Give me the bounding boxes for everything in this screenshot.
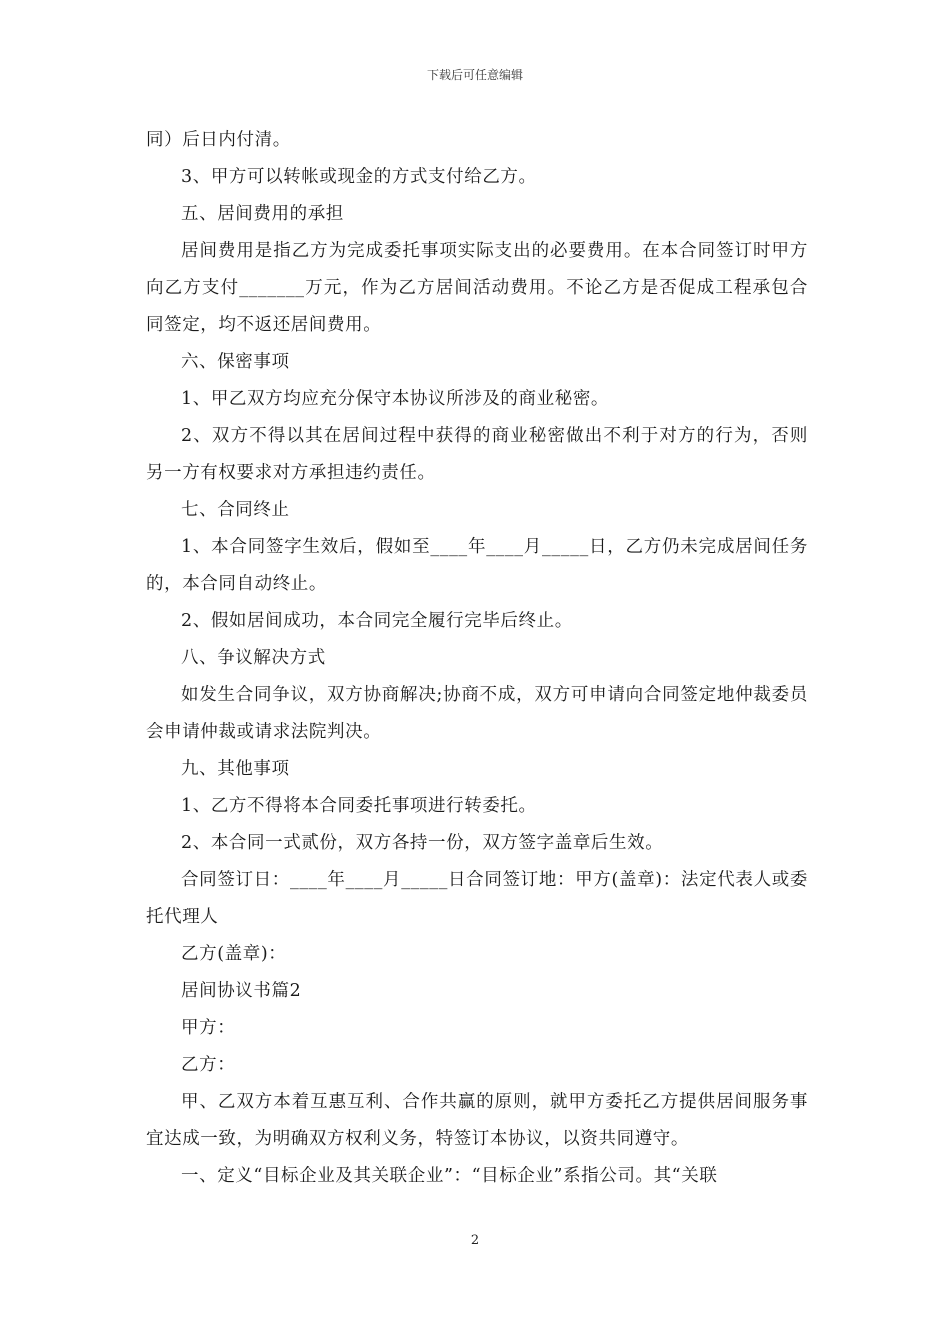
paragraph: 甲方： [181,1018,236,1038]
paragraph: 乙方： [181,1055,236,1075]
paragraph: 1、本合同签字生效后，假如至____年____月_____日，乙方仍未完成居间任务的，本合同自动终止。 [146,537,808,594]
paragraph: 甲、乙双方本着互惠互利、合作共赢的原则，就甲方委托乙方提供居间服务事宜达成一致，为明确双方权利义务，特签订本协议，以资共同遵守。 [146,1092,808,1149]
paragraph: 3、甲方可以转帐或现金的方式支付给乙方。 [181,167,537,187]
document-body [146,122,808,1195]
paragraph: 2、双方不得以其在居间过程中获得的商业秘密做出不利于对方的行为，否则另一方有权要求对方承担违约责任。 [146,426,808,483]
paragraph: 1、甲乙双方均应充分保守本协议所涉及的商业秘密。 [181,389,610,409]
paragraph: 2、假如居间成功，本合同完全履行完毕后终止。 [181,611,573,631]
paragraph: 1、乙方不得将本合同委托事项进行转委托。 [181,796,537,816]
paragraph: 五、居间费用的承担 [181,204,344,224]
paragraph: 如发生合同争议，双方协商解决;协商不成，双方可申请向合同签定地仲裁委员会申请仲裁或请求法院判决。 [146,685,808,742]
paragraph: 居间协议书篇2 [181,981,302,1001]
paragraph: 八、争议解决方式 [181,648,326,668]
paragraph: 六、保密事项 [181,352,290,372]
paragraph: 同）后日内付清。 [146,130,291,150]
page-header: 下载后可任意编辑 [426,68,523,82]
paragraph: 七、合同终止 [181,500,290,520]
paragraph: 乙方(盖章)： [181,944,287,964]
paragraph: 居间费用是指乙方为完成委托事项实际支出的必要费用。在本合同签订时甲方向乙方支付_______万元，作为乙方居间活动费用。不论乙方是否促成工程承包合同签定，均不返还居间费用。 [146,241,808,335]
paragraph: 一、定义“目标企业及其关联企业”：“目标企业”系指公司。其“关联 [181,1166,718,1186]
paragraph: 2、本合同一式贰份，双方各持一份，双方签字盖章后生效。 [181,833,664,853]
paragraph: 合同签订日：____年____月_____日合同签订地：甲方(盖章)：法定代表人或委托代理人 [146,870,808,927]
paragraph: 九、其他事项 [181,759,290,779]
page-number: 2 [470,1233,480,1248]
